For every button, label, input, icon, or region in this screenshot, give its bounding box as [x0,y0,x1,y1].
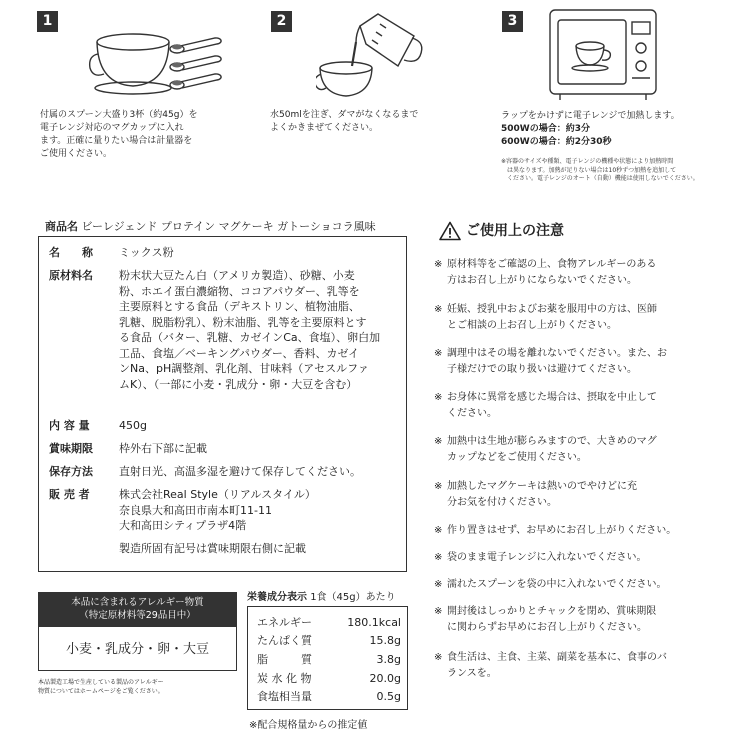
allergy-note-line: 本品製造工場で生産している製品のアレルギー [38,679,164,686]
caution-item: ※ お身体に異常を感じた場合は、摂取を中止して ください。 [434,392,657,419]
nutrition-name: 脂 質 [257,653,312,666]
caution-title: ご使用上の注意 [466,223,564,239]
mug-and-spoons-illustration [88,22,238,104]
step-1-line: ます。正確に量りたい場合は計量器を [40,136,193,146]
nutrition-value: 0.5g [376,690,401,703]
step-2-line: 水50mlを注ぎ、ダマがなくなるまで [270,110,419,120]
spec-value: 枠外右下部に記載 [119,442,207,455]
nutrition-row [257,671,401,686]
spec-key: 賞味期限 [49,442,93,455]
caution-line: とご相談の上お召し上がりください。 [447,320,617,331]
caution-line: 加熱中は生地が膨らみますので、大きめのマグ [447,436,657,447]
caution-line: 調理中はその場を離れないでください。また、お [447,348,667,359]
step-3-note [501,158,716,184]
nutrition-name: エネルギー [257,616,312,629]
caution-line: 食生活は、主食、主菜、副菜を基本に、食事のバ [447,652,667,663]
caution-item: ※ 妊娠、授乳中およびお薬を服用中の方は、医師 とご相談の上お召し上がりください。 [434,304,657,331]
caution-line: 加熱したマグケーキは熱いのでやけどに充 [447,481,637,492]
step-1-number: 1 [37,11,58,32]
microwave-illustration [548,8,660,104]
caution-line: 分お気を付けください。 [447,497,557,508]
step-3-line: ラップをかけずに電子レンジで加熱します。 [501,111,680,121]
step-2-line: よくかきまぜてください。 [270,123,379,133]
step-1-text [40,109,250,161]
warning-icon [439,221,461,241]
spec-value: 乳糖、脱脂粉乳）、粉末油脂、乳等を主要原料とす [119,315,367,329]
nutrition-row [257,633,401,648]
spec-value: 製造所固有記号は賞味期限右側に記載 [119,541,306,555]
caution-item: ※ 作り置きはせず、お早めにお召し上がりください。 [434,525,677,536]
nutrition-name: 食塩相当量 [257,690,312,703]
allergy-note-line: 物質についてはホームページをご覧ください。 [38,688,164,695]
caution-line: 原材料等をご確認の上、食物アレルギーのある [447,259,657,270]
caution-line: ください。 [447,408,497,419]
step-1-line: 電子レンジ対応のマグカップに入れ [40,123,184,133]
allergy-header [38,592,237,626]
nutrition-name: 炭 水 化 物 [257,672,312,685]
product-title-label: 商品名 [45,220,78,233]
spec-value: 粉、ホエイ蛋白濃縮物、ココアパウダー、乳等を [119,284,360,298]
caution-item: ※ 原材料等をご確認の上、食物アレルギーのある 方はお召し上がりにならないでください。 [434,259,657,286]
spec-value: ムK）、（一部に小麦・乳成分・卵・大豆を含む） [119,377,358,391]
nutrition-value: 20.0g [369,672,401,685]
nutrition-title-label: 栄養成分表示 [247,592,307,603]
caution-line: 開封後はしっかりとチャックを閉め、賞味期限 [447,606,657,617]
step-3-note-line: は異なります。加熱が足りない場合は10秒ずつ加熱を追加して [507,166,677,174]
caution-item: ※ 加熱したマグケーキは熱いのでやけどに充 分お気を付けください。 [434,481,637,508]
allergy-items: 小麦・乳成分・卵・大豆 [38,626,237,671]
nutrition-value: 180.1kcal [347,616,401,629]
nutrition-value: 3.8g [376,653,401,666]
nutrition-table [247,606,408,710]
allergy-header-line: 本品に含まれるアレルギー物質 [71,597,204,608]
spec-key: 販 売 者 [49,488,90,501]
caution-item: ※ 濡れたスプーンを袋の中に入れないでください。 [434,579,667,590]
spec-value: 粉末状大豆たん白（アメリカ製造）、砂糖、小麦 [119,269,355,282]
spec-key: 保存方法 [49,465,93,478]
caution-item: ※ 開封後はしっかりとチャックを閉め、賞味期限 に関わらずお早めにお召し上がりください。 [434,606,657,633]
nutrition-serving: 1食（45g）あたり [310,592,396,603]
spec-value: ミックス粉 [119,246,174,259]
caution-line: に関わらずお早めにお召し上がりください。 [447,622,647,633]
nutrition-name: たんぱく質 [257,634,312,647]
nutrition-value: 15.8g [369,634,401,647]
product-spec-table [38,236,407,572]
caution-item: ※ 調理中はその場を離れないでください。また、お 子様だけでの取り扱いは避けてください。 [434,348,667,375]
caution-line: お身体に異常を感じた場合は、摂取を中止して [447,392,657,403]
nutrition-row [257,652,401,667]
spec-value: 工品、食塩／ベーキングパウダー、香料、カゼイ [119,346,360,360]
spec-value: 450g [119,419,147,432]
caution-line: 子様だけでの取り扱いは避けてください。 [447,364,637,375]
caution-item: ※ 加熱中は生地が膨らみますので、大きめのマグ カップなどをご使用ください。 [434,436,657,463]
nutrition-row [257,615,401,630]
caution-line: 方はお召し上がりにならないでください。 [447,275,637,286]
caution-line: ランスを。 [447,668,497,679]
spec-value: 直射日光、高温多湿を避けて保存してください。 [119,465,361,478]
spec-key: 原材料名 [49,269,93,282]
caution-item: ※ 食生活は、主食、主菜、副菜を基本に、食事のバ ランスを。 [434,652,667,679]
nutrition-row [257,689,401,704]
product-title-name: ビーレジェンド プロテイン マグケーキ ガトーショコラ風味 [81,220,376,233]
caution-line: 妊娠、授乳中およびお薬を服用中の方は、医師 [447,304,657,315]
step-3-note-line: ※容器のサイズや種類、電子レンジの機種や状態により加熱時間 [501,158,674,165]
spec-value: 株式会社Real Style（リアルスタイル） [119,488,316,501]
nutrition-footnote: ※配合規格量からの推定値 [249,720,368,731]
spec-key: 内 容 量 [49,419,90,432]
pouring-water-illustration [316,8,426,102]
nutrition-title [247,588,396,603]
step-1-line: ご使用ください。 [40,149,113,159]
spec-key: 名 称 [49,246,93,259]
step-3-number: 3 [502,11,523,32]
product-title [45,218,376,234]
spec-value: ンNa、pH調整剤、乳化剤、甘味料（アセスルファ [119,362,369,375]
spec-value: 主要原料とする食品（デキストリン、植物油脂、 [119,300,360,313]
caution-line: 袋のまま電子レンジに入れないでください。 [447,552,647,563]
step-3-time-600w: 600Wの場合：約2分30秒 [501,137,612,147]
step-3-text [501,110,721,149]
step-2-text [270,109,480,135]
caution-line: 濡れたスプーンを袋の中に入れないでください。 [447,579,667,590]
allergy-header-line: （特定原材料等29品目中） [79,610,196,621]
step-3-time-500w: 500Wの場合：約3分 [501,124,590,134]
spec-value: 奈良県大和高田市南本町11-11 [119,503,272,517]
spec-value: 大和高田シティプラザ4階 [119,519,247,532]
step-3-note-line: ください。電子レンジのオート（自動）機能は使用しないでください。 [507,175,699,182]
step-1-line: 付属のスプーン大盛り3杯（約45g）を [40,110,198,120]
caution-item: ※ 袋のまま電子レンジに入れないでください。 [434,552,647,563]
caution-line: 作り置きはせず、お早めにお召し上がりください。 [447,525,677,536]
step-2-number: 2 [271,11,292,32]
allergy-note [38,678,248,696]
caution-line: カップなどをご使用ください。 [447,452,587,463]
spec-value: る食品（バター、乳糖、カゼインCa、食塩）、卵白加 [119,331,381,344]
